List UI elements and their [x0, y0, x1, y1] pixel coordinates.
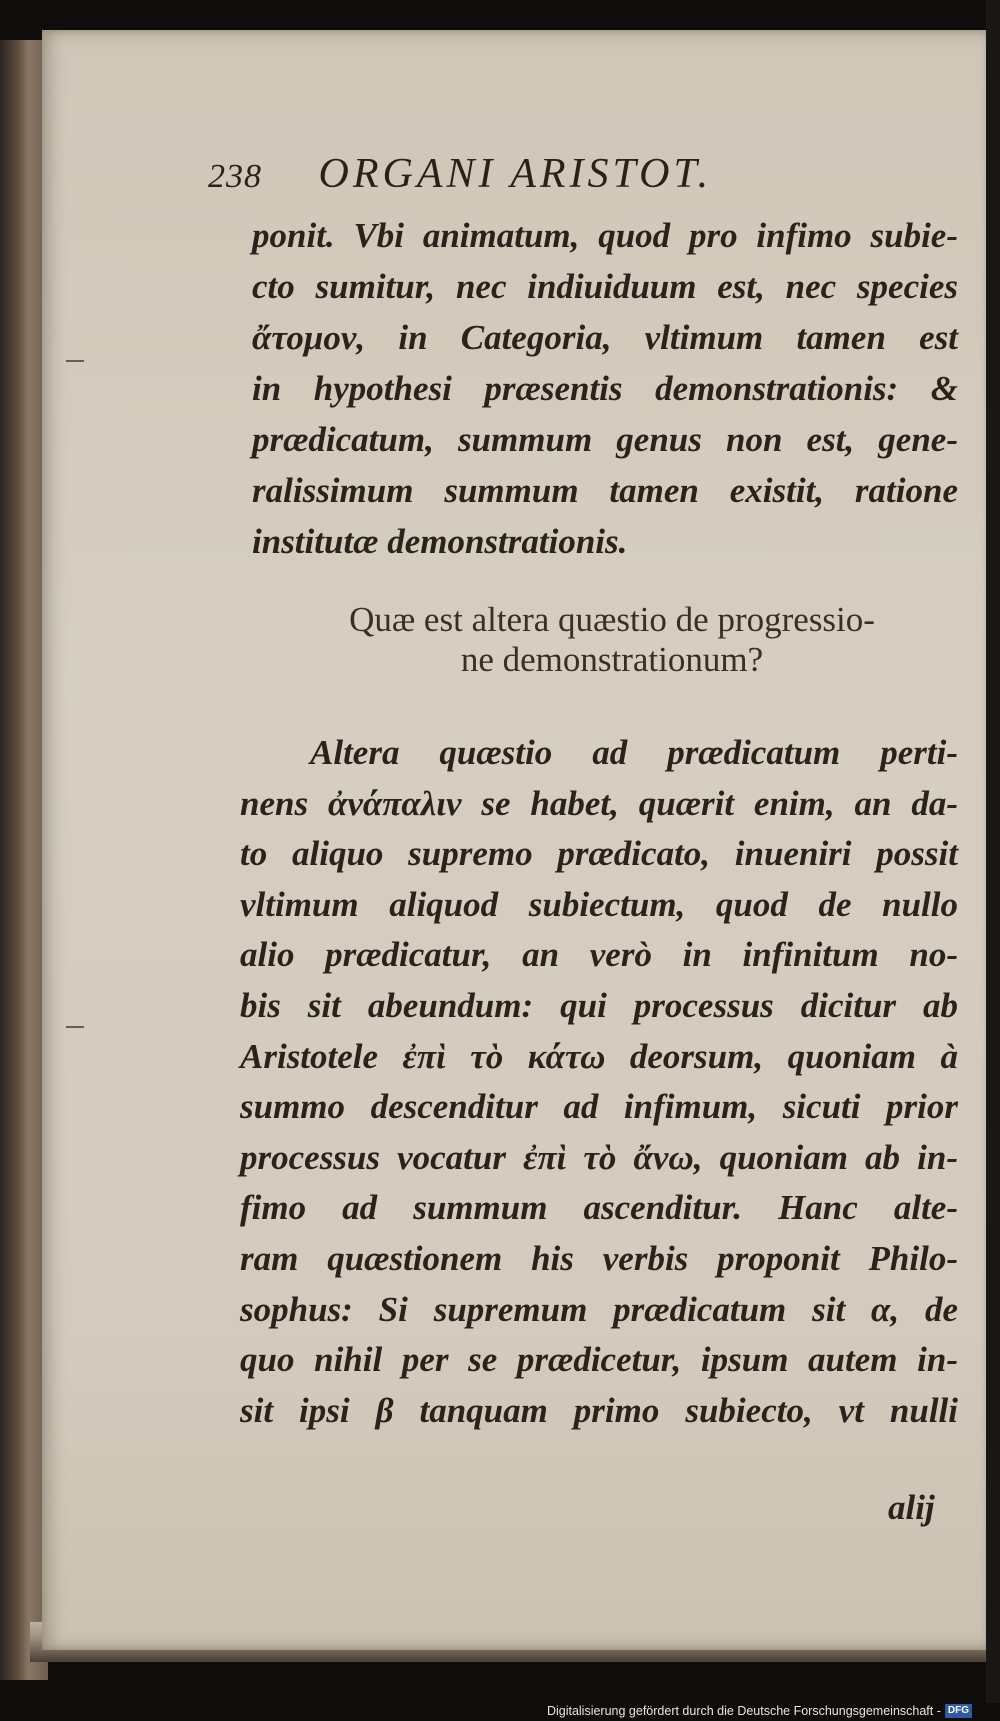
text-line: Aristotele ἐπὶ τὸ κάτω deorsum, quoniam à — [240, 1036, 958, 1076]
text-line: ἄτομον, in Categoria, vltimum tamen est — [252, 318, 958, 357]
text-line: ralissimum summum tamen existit, ratione — [252, 471, 958, 510]
margin-mark — [66, 360, 84, 362]
text-line: quo nihil per se prædicetur, ipsum autem in- — [240, 1340, 958, 1380]
text-line: summo descenditur ad infimum, sicuti prior — [240, 1087, 958, 1127]
running-head — [208, 150, 968, 202]
paragraph-1 — [252, 210, 958, 567]
text-line: alio prædicatur, an verò in infinitum no- — [240, 935, 958, 975]
scan-border — [986, 0, 1000, 1721]
text-line: ponit. Vbi animatum, quod pro infimo subie- — [252, 216, 958, 255]
book-spine-edge — [0, 40, 48, 1680]
text-line: in hypothesi præsentis demonstrationis: & — [252, 369, 958, 408]
running-title: ORGANI ARISTOT. — [318, 151, 713, 197]
text-line: ram quæstionem his verbis proponit Philo- — [240, 1238, 958, 1278]
text-line: processus vocatur ἐπὶ τὸ ἄνω, quoniam ab in- — [240, 1137, 958, 1177]
text-line: bis sit abeundum: qui processus dicitur ab — [240, 985, 958, 1025]
text-line: to aliquo supremo prædicato, inueniri possit — [240, 834, 958, 874]
text-line: nens ἀνάπαλιν se habet, quærit enim, an da- — [240, 783, 958, 823]
margin-mark — [66, 1026, 84, 1028]
page-number: 238 — [208, 158, 262, 195]
credit-text: Digitalisierung gefördert durch die Deutsche Forschungsgemeinschaft - — [546, 1704, 941, 1718]
digitization-credit — [547, 1702, 972, 1720]
paragraph-2 — [240, 728, 958, 1436]
text-line: prædicatum, summum genus non est, gene- — [252, 420, 958, 459]
text-line: vltimum aliquod subiectum, quod de nullo — [240, 884, 958, 924]
catchword: alij — [888, 1488, 935, 1527]
dfg-logo: DFG — [945, 1704, 972, 1718]
text-line: sit ipsi β tanquam primo subiecto, vt nulli — [240, 1390, 958, 1430]
text-line: institutæ demonstrationis. — [252, 522, 628, 561]
text-line: fimo ad summum ascenditur. Hanc alte- — [240, 1188, 958, 1228]
question-line: ne demonstrationum? — [460, 640, 764, 679]
text-line: Altera quæstio ad prædicatum perti- — [310, 733, 958, 772]
text-line: cto sumitur, nec indiuiduum est, nec species — [252, 267, 958, 306]
question-heading — [282, 600, 942, 680]
question-line: Quæ est altera quæstio de progressio- — [349, 600, 875, 639]
text-line: sophus: Si supremum prædicatum sit α, de — [240, 1289, 958, 1329]
